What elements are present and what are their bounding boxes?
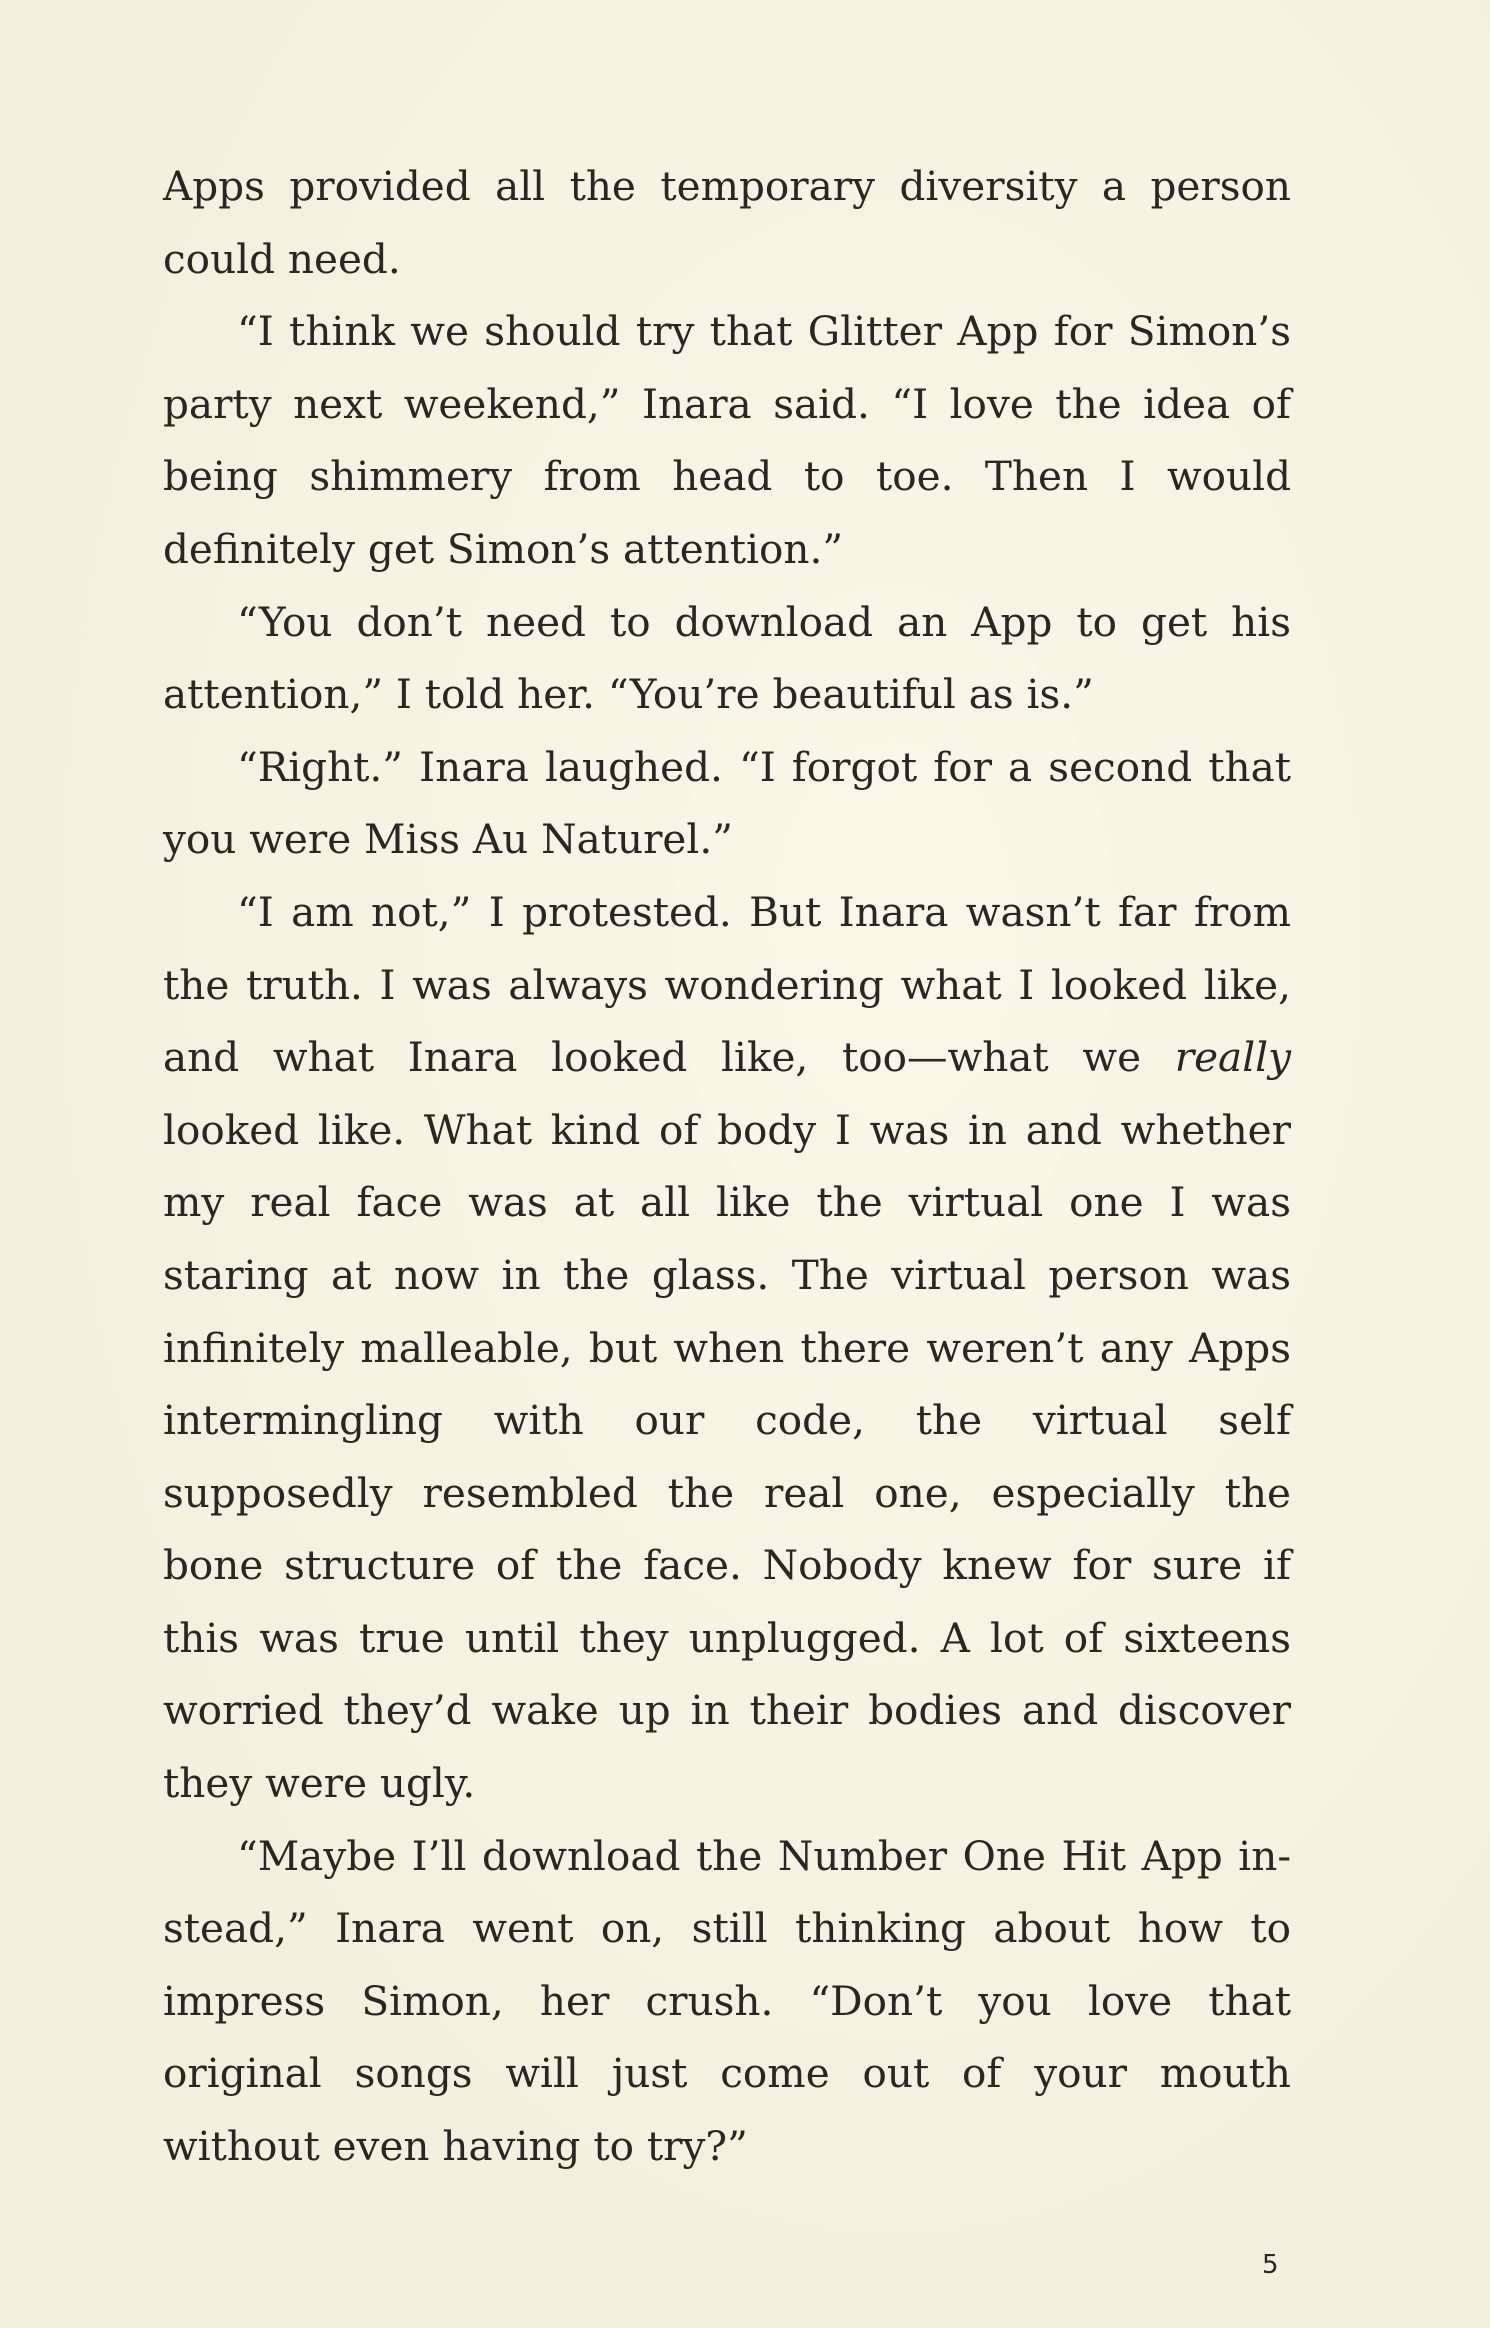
paragraph-6: “Maybe I’ll download the Number One Hit App instead,” Inara went on, still thinking about how to impress Simon, her crush. “Don’t you love that original songs will just come out of your mouth without even having to try?” [163, 1831, 1291, 2171]
paragraph-3: “You don’t need to download an App to get his attention,” I told her. “You’re beautiful as is.” [163, 597, 1291, 719]
paragraph-1: Apps provided all the temporary diversity a person could need. [163, 162, 1291, 283]
emphasis-really: really [1174, 1033, 1291, 1082]
paragraph-4: “Right.” Inara laughed. “I forgot for a second that you were Miss Au Naturel.” [163, 742, 1291, 864]
body-text [163, 150, 1291, 2183]
page-number: 5 [1262, 2250, 1279, 2280]
paragraph-5: “I am not,” I protested. But Inara wasn’t far from the truth. I was always wondering what I looked like, and what Inara looked like, too—what we really looked like. What kind of body I was in and whether my real face was at all like the virtual one I was staring at now in the glass. The virtual person was infinitely malleable, but when there weren’t any Apps intermingling with our code, the virtual self supposedly resembled the real one, especially the bone structure of the face. Nobody knew for sure if this was true until they unplugged. A lot of sixteens worried they’d wake up in their bodies and discover they were ugly. [163, 887, 1291, 1808]
paragraph-2: “I think we should try that Glitter App for Simon’s party next weekend,” Inara said. “I love the idea of being shimmery from head to toe. Then I would definitely get Simon’s attention.” [163, 307, 1291, 573]
